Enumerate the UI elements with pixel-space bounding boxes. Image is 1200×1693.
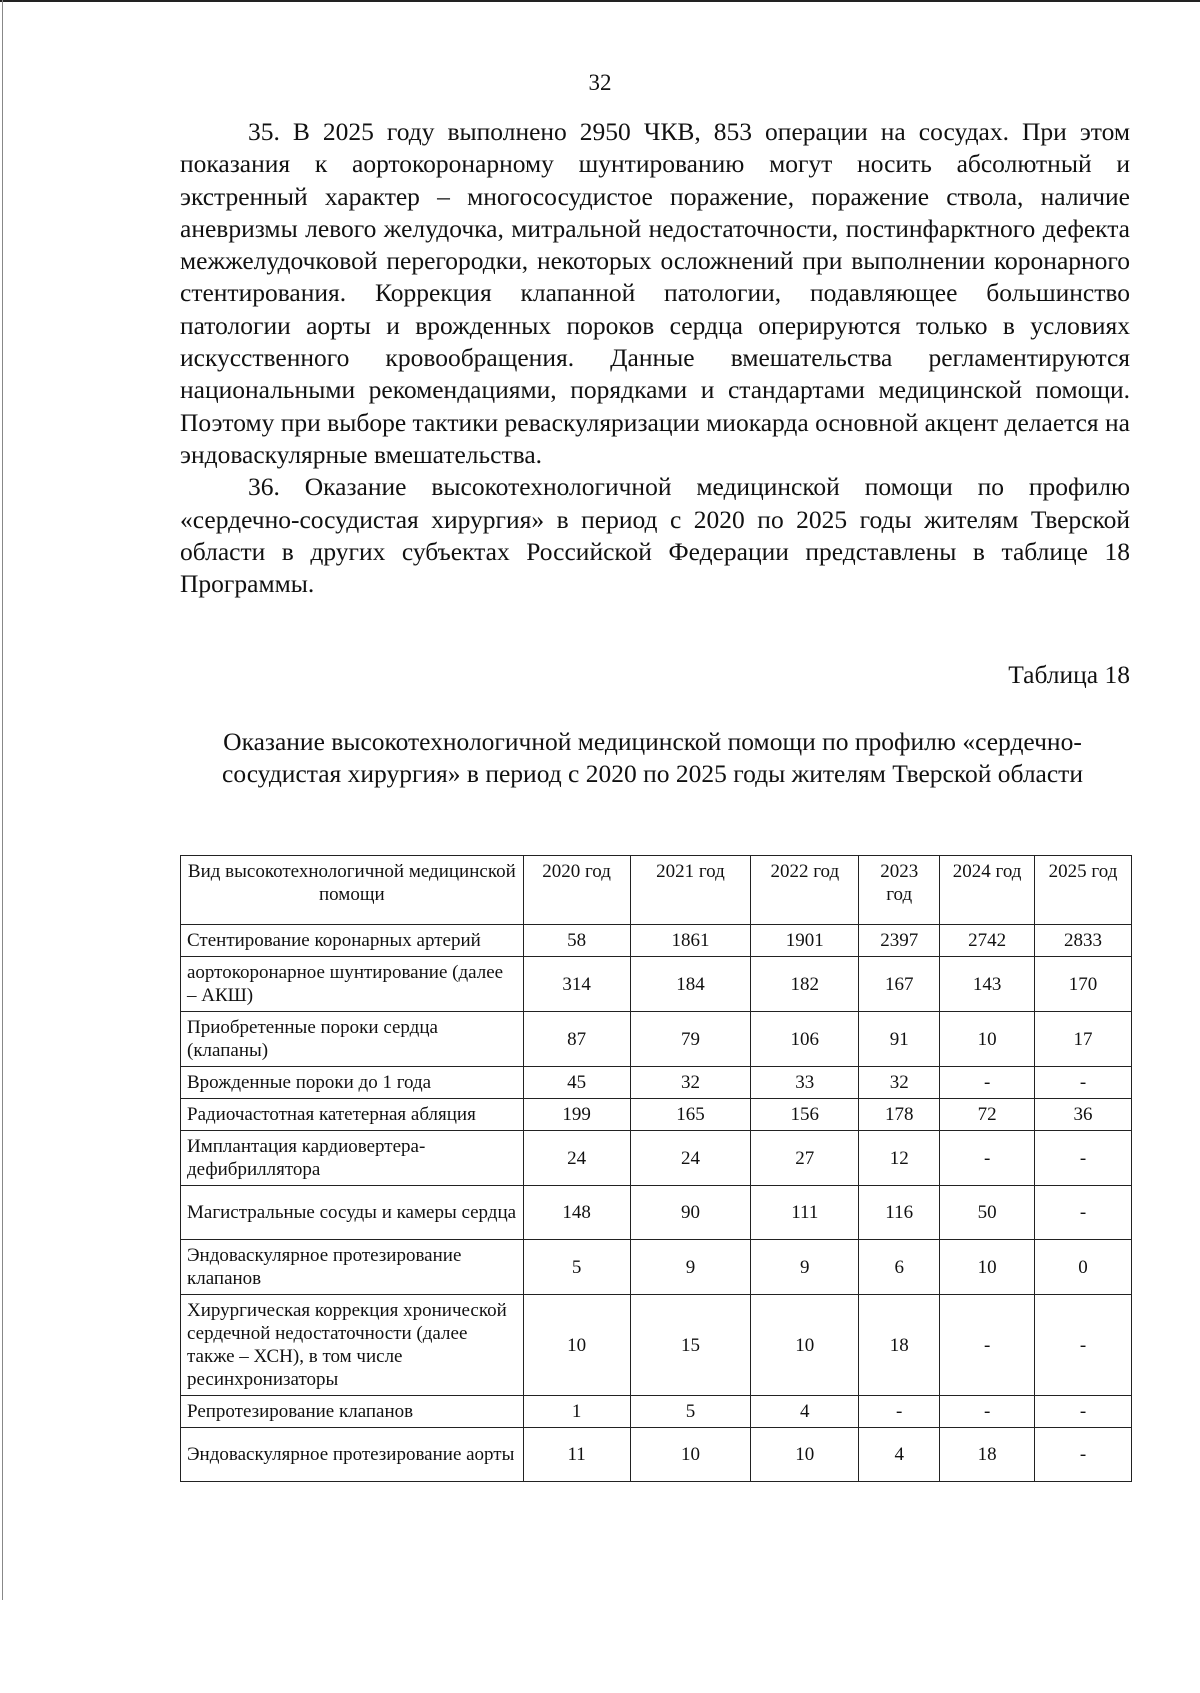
- table-row: [181, 1131, 1132, 1186]
- table-cell-kind: Эндоваскулярное протезирование клапанов: [181, 1240, 524, 1295]
- table-cell-value: -: [940, 1295, 1035, 1396]
- table-cell-value: 156: [751, 1099, 859, 1131]
- table-cell-value: 199: [523, 1099, 630, 1131]
- table-cell-value: 10: [523, 1295, 630, 1396]
- table-cell-kind: Магистральные сосуды и камеры сердца: [181, 1186, 524, 1240]
- table-cell-value: 4: [751, 1396, 859, 1428]
- table-cell-value: 182: [751, 957, 859, 1012]
- table-row: [181, 957, 1132, 1012]
- table-cell-value: 58: [523, 925, 630, 957]
- table-cell-kind: Врожденные пороки до 1 года: [181, 1067, 524, 1099]
- table-cell-kind: Радиочастотная катетерная абляция: [181, 1099, 524, 1131]
- paragraph-36: 36. Оказание высокотехнологичной медицинской помощи по профилю «сердечно-сосудистая хирургия» в период с 2020 по 2025 годы жителям Тверской области в других субъектах Российской Федерации представлены в таблице 18 Программы.: [180, 472, 1130, 599]
- body-text: [180, 116, 1130, 600]
- header-kind: Вид высокотехнологичной медицинской помощи: [181, 856, 524, 925]
- table-cell-value: 143: [940, 957, 1035, 1012]
- table-row: [181, 1186, 1132, 1240]
- table-cell-value: 111: [751, 1186, 859, 1240]
- page-top-edge: [0, 0, 1200, 2]
- table-cell-kind: Стентирование коронарных артерий: [181, 925, 524, 957]
- table-cell-value: 6: [859, 1240, 940, 1295]
- table-cell-value: 1901: [751, 925, 859, 957]
- table-cell-value: 10: [751, 1428, 859, 1482]
- table-cell-value: 167: [859, 957, 940, 1012]
- table-cell-value: 11: [523, 1428, 630, 1482]
- table-cell-kind: аортокоронарное шунтирование (далее – АКШ): [181, 957, 524, 1012]
- table-cell-value: -: [940, 1067, 1035, 1099]
- table-cell-value: -: [1035, 1396, 1132, 1428]
- table-cell-kind: Имплантация кардиовертера-дефибриллятора: [181, 1131, 524, 1186]
- header-2024: 2024 год: [940, 856, 1035, 925]
- table-cell-value: 2742: [940, 925, 1035, 957]
- table-cell-value: 5: [630, 1396, 751, 1428]
- header-2021: 2021 год: [630, 856, 751, 925]
- table-cell-value: 1: [523, 1396, 630, 1428]
- table-cell-value: -: [1035, 1186, 1132, 1240]
- table-label: Таблица 18: [1008, 660, 1130, 689]
- table-cell-value: 1861: [630, 925, 751, 957]
- table-cell-value: 10: [630, 1428, 751, 1482]
- table-cell-value: -: [1035, 1067, 1132, 1099]
- table-cell-value: -: [859, 1396, 940, 1428]
- table-cell-value: 24: [523, 1131, 630, 1186]
- table-cell-value: 170: [1035, 957, 1132, 1012]
- table-cell-value: 24: [630, 1131, 751, 1186]
- paragraph-35: 35. В 2025 году выполнено 2950 ЧКВ, 853 операции на сосудах. При этом показания к аортокоронарному шунтированию могут носить абсолютный и экстренный характер – многососудистое поражение, поражение ствола, наличие аневризмы левого желудочка, митральной недостаточности, постинфарктного дефекта межжелудочковой перегородки, некоторых осложнений при выполнении коронарного стентирования. Коррекция клапанной патологии, подавляющее большинство патологии аорты и врожденных пороков сердца оперируются только в условиях искусственного кровообращения. Данные вмешательства регламентируются национальными рекомендациями, порядками и стандартами медицинской помощи. Поэтому при выборе тактики реваскуляризации миокарда основной акцент делается на эндоваскулярные вмешательства.: [180, 117, 1130, 469]
- table-cell-value: -: [1035, 1428, 1132, 1482]
- table-row: [181, 1067, 1132, 1099]
- table-cell-value: 79: [630, 1012, 751, 1067]
- table-cell-value: -: [1035, 1131, 1132, 1186]
- table-cell-value: -: [940, 1396, 1035, 1428]
- table-cell-value: 18: [940, 1428, 1035, 1482]
- table-cell-value: 148: [523, 1186, 630, 1240]
- table-cell-value: 5: [523, 1240, 630, 1295]
- table-cell-value: 91: [859, 1012, 940, 1067]
- table-cell-value: 314: [523, 957, 630, 1012]
- table-cell-value: 33: [751, 1067, 859, 1099]
- table-cell-value: 17: [1035, 1012, 1132, 1067]
- table-row: [181, 1295, 1132, 1396]
- data-table: [180, 855, 1132, 1482]
- table-cell-value: 165: [630, 1099, 751, 1131]
- header-2022: 2022 год: [751, 856, 859, 925]
- table-cell-value: 116: [859, 1186, 940, 1240]
- table-cell-value: 32: [630, 1067, 751, 1099]
- table-cell-kind: Репротезирование клапанов: [181, 1396, 524, 1428]
- table-row: [181, 1396, 1132, 1428]
- table-cell-value: 45: [523, 1067, 630, 1099]
- table-cell-value: 9: [630, 1240, 751, 1295]
- table-cell-value: 2833: [1035, 925, 1132, 957]
- table-header-row: [181, 856, 1132, 925]
- header-2020: 2020 год: [523, 856, 630, 925]
- page-left-edge: [2, 0, 3, 1600]
- table-cell-value: 9: [751, 1240, 859, 1295]
- table-cell-value: 0: [1035, 1240, 1132, 1295]
- table-cell-value: -: [940, 1131, 1035, 1186]
- table-title: Оказание высокотехнологичной медицинской помощи по профилю «сердечно-сосудистая хирургия» в период с 2020 по 2025 годы жителям Тверской области: [222, 727, 1083, 788]
- table-cell-kind: Приобретенные пороки сердца (клапаны): [181, 1012, 524, 1067]
- table-cell-value: 184: [630, 957, 751, 1012]
- table-cell-value: 27: [751, 1131, 859, 1186]
- table-cell-value: 32: [859, 1067, 940, 1099]
- table-body: [181, 925, 1132, 1482]
- table-cell-value: -: [1035, 1295, 1132, 1396]
- table-row: [181, 1428, 1132, 1482]
- table-row: [181, 1099, 1132, 1131]
- header-2025: 2025 год: [1035, 856, 1132, 925]
- table-row: [181, 925, 1132, 957]
- table-cell-value: 106: [751, 1012, 859, 1067]
- table-cell-kind: Хирургическая коррекция хронической сердечной недостаточности (далее также – ХСН), в том числе ресинхронизаторы: [181, 1295, 524, 1396]
- table-row: [181, 1240, 1132, 1295]
- table-cell-value: 4: [859, 1428, 940, 1482]
- table-cell-value: 50: [940, 1186, 1035, 1240]
- table-cell-value: 178: [859, 1099, 940, 1131]
- table-cell-value: 90: [630, 1186, 751, 1240]
- table-cell-value: 18: [859, 1295, 940, 1396]
- table-cell-kind: Эндоваскулярное протезирование аорты: [181, 1428, 524, 1482]
- table-row: [181, 1012, 1132, 1067]
- table-cell-value: 15: [630, 1295, 751, 1396]
- table-cell-value: 36: [1035, 1099, 1132, 1131]
- table-cell-value: 10: [940, 1240, 1035, 1295]
- header-2023: 2023 год: [859, 856, 940, 925]
- table-cell-value: 72: [940, 1099, 1035, 1131]
- table-cell-value: 2397: [859, 925, 940, 957]
- table-cell-value: 12: [859, 1131, 940, 1186]
- table-cell-value: 10: [751, 1295, 859, 1396]
- table-cell-value: 10: [940, 1012, 1035, 1067]
- page-number: 32: [588, 70, 612, 95]
- table-cell-value: 87: [523, 1012, 630, 1067]
